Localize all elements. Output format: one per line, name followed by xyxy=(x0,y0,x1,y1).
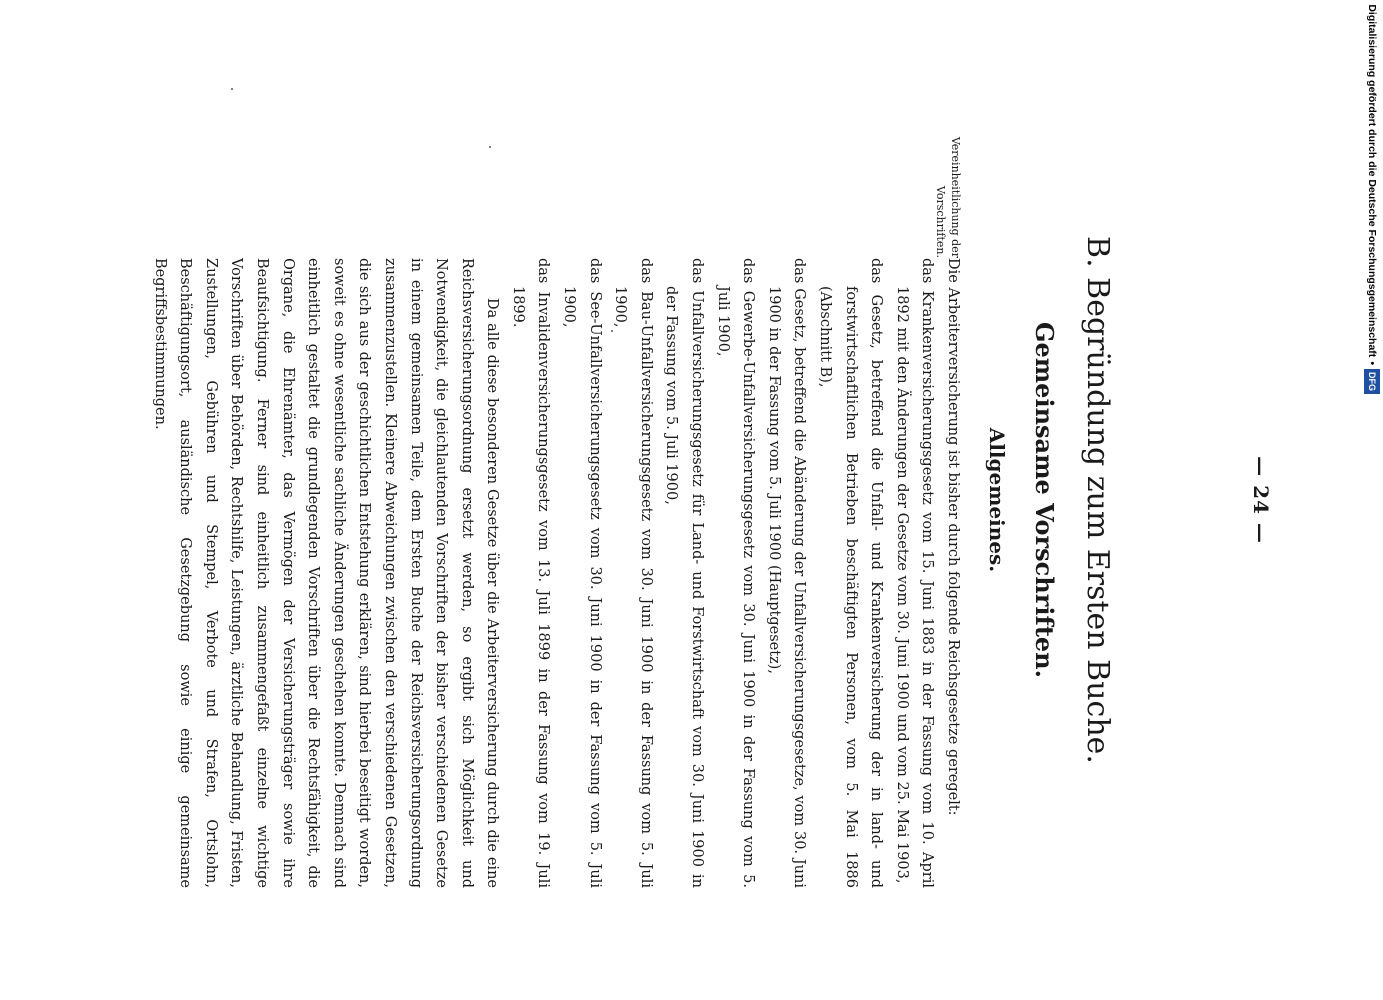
dfg-watermark-text: Digitalisierung gefördert durch die Deutsche Forschungsgemeinschaft xyxy=(1366,4,1378,358)
body-text xyxy=(146,258,965,888)
page-number: — 24 — xyxy=(1249,456,1273,544)
law-item: das Krankenversicherungsgesetz vom 15. Juni 1883 in der Fassung vom 10. April 1892 mit den Änderungen der Gesetze vom 30. Juni 1900 und vom 25. Mai 1903, xyxy=(893,258,936,888)
margin-note: Vereinheitlichung der Vorschriften. xyxy=(934,136,962,258)
dfg-watermark-separator: • xyxy=(1366,361,1378,365)
law-item: das Gesetz, betreffend die Unfall- und Krankenversicherung der in land- und forstwirtschaftlichen Betrieben beschäftigten Personen, vom 5. Mai 1886 (Abschnitt B), xyxy=(817,258,885,888)
dfg-logo: DFG xyxy=(1364,369,1380,394)
sub-sub-heading: Allgemeines. xyxy=(985,427,1009,573)
law-item: das Invalidenversicherungsgesetz vom 13. Juli 1899 in der Fassung vom 19. Juli 1899. xyxy=(509,258,552,888)
law-item: das See-Unfallversicherungsgesetz vom 30. Juni 1900 in der Fassung vom 5. Juli 1900, xyxy=(561,258,603,888)
closing-paragraph: Da alle diese besonderen Gesetze über die Arbeiterversicherung durch die eine Reichsversicherungsordnung ersetzt werden, so ergibt sich Möglichkeit und Notwendigkeit, die gleichlautenden Vorschriften der bisher verschiedenen Gesetze in einem gemeinsamen Teile, dem Ersten Buche der Reichsversicherungsordnung zusammenzustellen. Kleinere Abweichungen zwischen den verschiedenen Gesetzen, die sich aus der geschichtlichen Entstehung erklären, sind hierbei beseitigt worden, soweit es ohne wesentliche sachliche Änderungen geschehen konnte. Demnach sind einheitlich gestaltet die grundlegenden Vorschriften über die Rechtsfähigkeit, die Organe, die Ehrenämter, das Vermögen der Versicherungsträger sowie ihre Beaufsichtigung. Ferner sind einheitlich zusammengefaßt einzelne wichtige Vorschriften über Behörden, Rechtshilfe, Leistungen, ärztliche Behandlung, Fristen, Zustellungen, Gebühren und Stempel, Verbote und Strafen, Ortslohn, Beschäftigungsort, ausländische Gesetzgebung sowie einige gemeinsame Begriffsbestimmungen. xyxy=(151,258,501,888)
dfg-watermark xyxy=(1363,4,1381,394)
intro-paragraph: Die Arbeiterversicherung ist bisher durch folgende Reichsgesetze geregelt: xyxy=(945,258,961,816)
scan-speck xyxy=(611,330,613,332)
sub-heading: Gemeinsame Vorschriften. xyxy=(1030,322,1059,678)
section-heading: B. Begründung zum Ersten Buche. xyxy=(1080,236,1115,764)
scan-speck xyxy=(489,146,491,148)
law-item: das Gesetz, betreffend die Abänderung der Unfallversicherungsgesetze, vom 30. Juni 1900 in der Fassung vom 5. Juli 1900 (Hauptgesetz), xyxy=(765,258,808,888)
law-item: das Gewerbe-Unfallversicherungsgesetz vom 30. Juni 1900 in der Fassung vom 5. Juli 1900, xyxy=(714,258,757,888)
scan-speck xyxy=(231,88,233,90)
law-item: das Unfallversicherungsgesetz für Land- und Forstwirtschaft vom 30. Juni 1900 in der Fassung vom 5. Juli 1900, xyxy=(663,258,706,888)
law-item: das Bau-Unfallversicherungsgesetz vom 30. Juni 1900 in der Fassung vom 5. Juli 1900, xyxy=(612,258,654,888)
